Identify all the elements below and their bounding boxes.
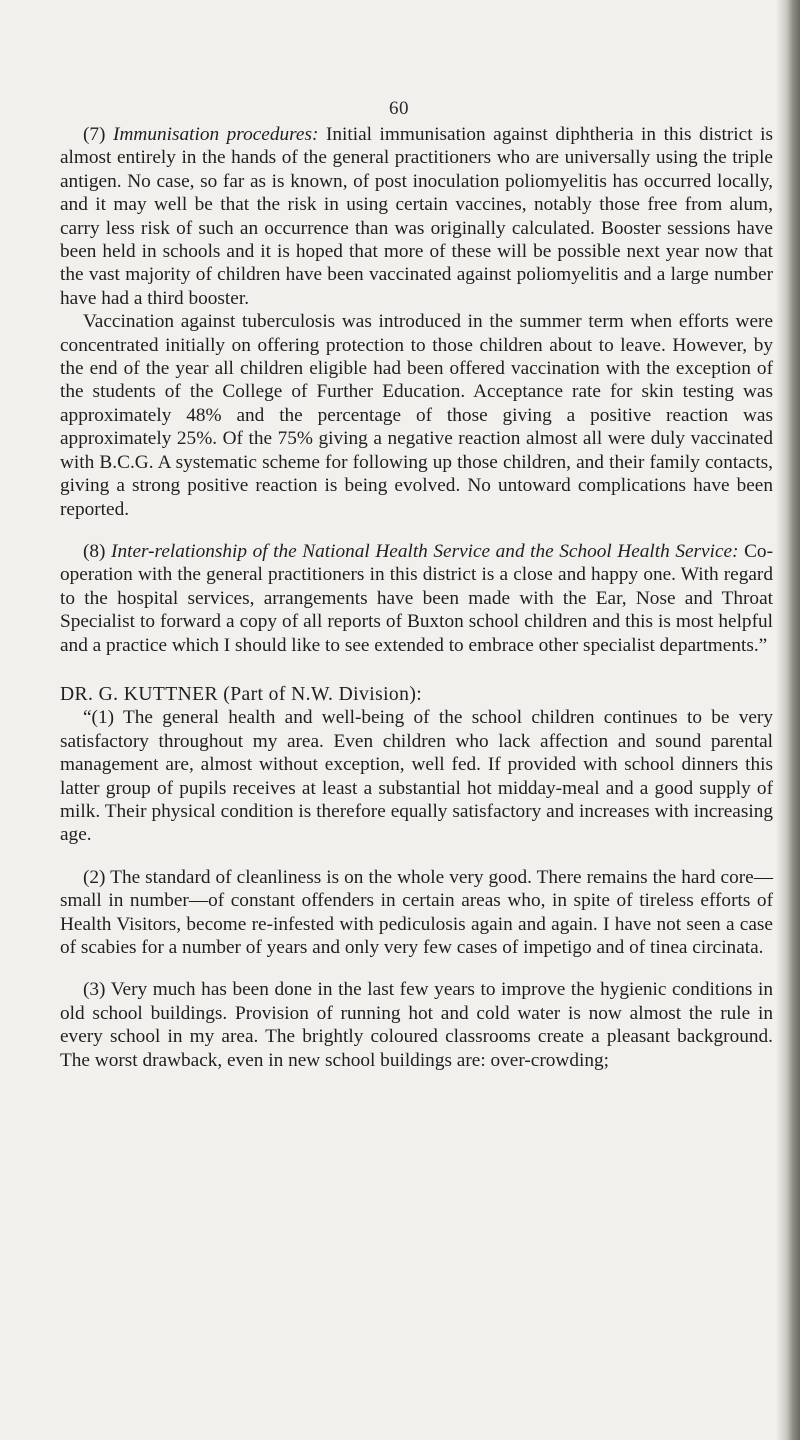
section-label: Inter-relationship of the National Health Service and the School Health Service: xyxy=(111,540,739,562)
paragraph-tuberculosis: Vaccination against tuberculosis was introduced in the summer term when efforts were concentrated initially on offering protection to those children about to leave. However, by the end of the year all children eligible had been offered vaccination with the exception of the students of the College of Further Education. Acceptance rate for skin testing was approximately 48% and the percentage of those giving a positive reaction was approximately 25%. Of the 75% giving a negative reaction almost all were duly vaccinated with B.C.G. A systematic scheme for following up those children, and their family contacts, giving a strong positive reaction is being evolved. No untoward complications have been reported. xyxy=(60,311,773,520)
paragraph-cleanliness: (2) The standard of cleanliness is on the whole very good. There remains the hard core—small in number—of constant offenders in certain areas who, in spite of tireless efforts of Health Visitors, become re-infested with pediculosis again and again. I have not seen a case of scabies for a number of years and only very few cases of impetigo and of tinea circinata. xyxy=(60,866,773,958)
report-heading: DR. G. KUTTNER (Part of N.W. Division): xyxy=(60,683,423,705)
section-number: (7) xyxy=(83,124,106,145)
section-text: Initial immunisation against diphtheria in this district is almost entirely in the hands of the general practitioners who are universally using the triple antigen. No case, so far as is known, of post inoculation poliomyelitis has occurred locally, and it may well be that the risk in using certain vaccines, notably those free from alum, carry less risk of such an occurrence than was originally calculated. Booster sessions have been held in schools and it is hoped that more of these will be possible next year now that the vast majority of children have been vaccinated against poliomyelitis and a large number have had a third booster. xyxy=(60,124,773,309)
section-number: (8) xyxy=(83,540,106,562)
section-label: Immunisation procedures: xyxy=(113,124,319,145)
paragraph-general-health: “(1) The general health and well-being of the school children continues to be very satisfactory throughout my area. Even children who lack affection and sound parental management are, almost without exception, well fed. If provided with school dinners this latter group of pupils receives at least a substantial hot midday-meal and a good supply of milk. Their physical condition is therefore equally satisfactory and increases with increasing age. xyxy=(60,707,773,846)
paragraph-hygienic-conditions: (3) Very much has been done in the last few years to improve the hygienic conditions in old school buildings. Provision of running hot and cold water is now almost the rule in every school in my area. The brightly coloured classrooms create a pleasant background. The worst drawback, even in new school buildings are: over-crowding; xyxy=(60,979,773,1071)
page-body xyxy=(60,123,773,1072)
page-number: 60 xyxy=(389,98,409,119)
paragraph-immunisation xyxy=(60,123,773,310)
paragraph-inter-relationship xyxy=(60,540,773,657)
section-text: Co-operation with the general practitioners in this district is a close and happy one. With regard to the hospital services, arrangements have been made with the Ear, Nose and Throat Specialist to forward a copy of all reports of Buxton school children and this is most helpful and a practice which I should like to see extended to embrace other specialist departments.” xyxy=(60,540,773,656)
page-edge-shadow xyxy=(776,0,800,1440)
